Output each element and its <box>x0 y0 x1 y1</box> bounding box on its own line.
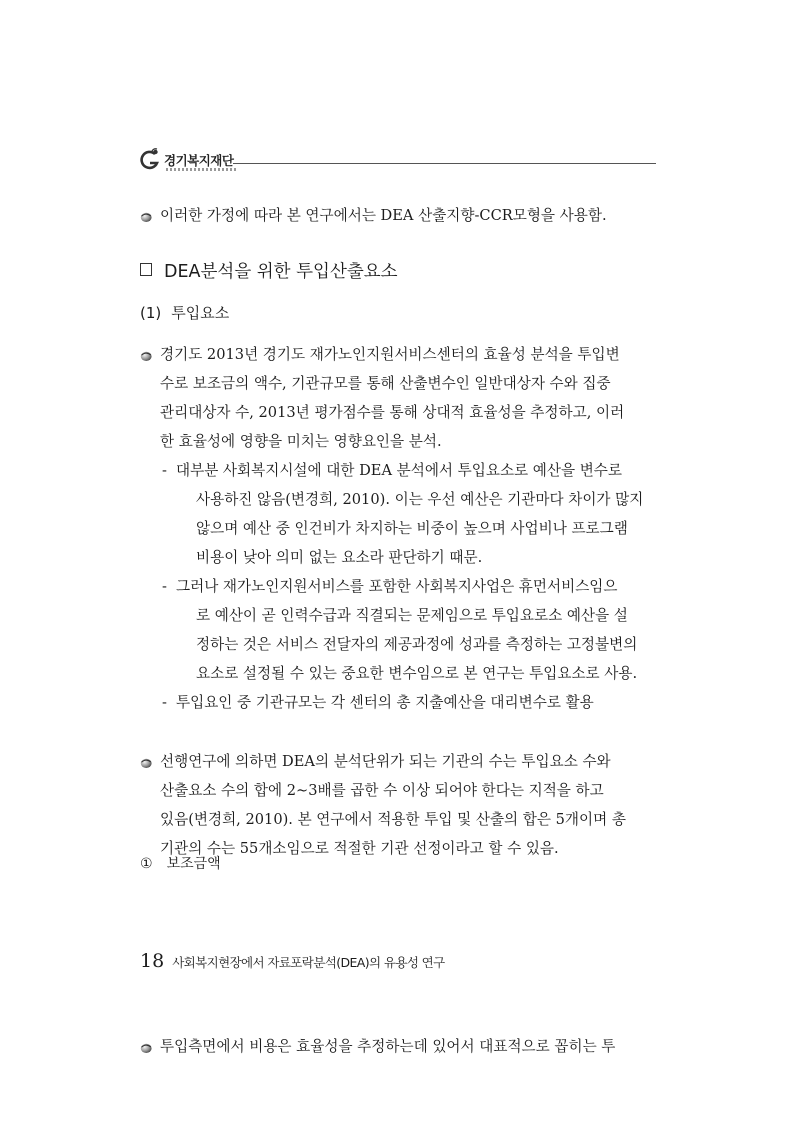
dash-item <box>140 688 656 717</box>
dash-marker: - <box>162 462 167 479</box>
paragraph-line: 산출요소 수의 합에 2∼3배를 곱한 수 이상 되어야 한다는 지적을 하고 <box>160 782 604 799</box>
item-title-text: 보조금액 <box>166 856 221 872</box>
page-number: 18 <box>140 950 165 972</box>
intro-text: 이러한 가정에 따라 본 연구에서는 DEA 산출지향-CCR모형을 사용함. <box>160 207 607 224</box>
paragraph-line: 비용이 낮아 의미 없는 요소라 판단하기 때문. <box>196 549 483 566</box>
dash-item <box>140 456 656 572</box>
paragraph-line: 있음(변경희, 2010). 본 연구에서 적용한 투입 및 산출의 합은 5개이며 총 <box>160 811 626 828</box>
org-name: 경기복지재단 <box>164 153 234 168</box>
footer-title: 사회복지현장에서 자료포락분석(DEA)의 유용성 연구 <box>172 955 445 970</box>
paragraph-line: 로 예산이 곧 인력수급과 직결되는 문제임으로 투입요로소 예산을 설 <box>196 607 628 624</box>
paragraph-line: 경기도 2013년 경기도 재가노인지원서비스센터의 효율성 분석을 투입변 <box>160 346 620 363</box>
subsection-title-text: 투입요소 <box>171 304 230 322</box>
paragraph-line: 요소로 설정될 수 있는 중요한 변수임으로 본 연구는 투입요소로 사용. <box>196 665 638 682</box>
paragraph-line: 관리대상자 수, 2013년 평가점수를 통해 상대적 효율성을 추정하고, 이러 <box>160 404 625 421</box>
section-title <box>140 258 398 283</box>
bullet-icon <box>140 350 152 362</box>
section-title-text: DEA분석을 위한 투입산출요소 <box>164 262 398 282</box>
bullet-icon <box>140 757 152 769</box>
dash-marker: - <box>162 694 167 711</box>
item-title <box>140 853 221 873</box>
bullet-block-2 <box>140 747 676 863</box>
intro-bullet <box>140 201 676 230</box>
paragraph-line: 대부분 사회복지시설에 대한 DEA 분석에서 투입요소로 예산을 변수로 <box>176 462 623 479</box>
dash-item <box>140 572 656 688</box>
paragraph-line: 수로 보조금의 액수, 기관규모를 통해 산출변수인 일반대상자 수와 집중 <box>160 375 611 392</box>
bullet-block-3 <box>140 1032 676 1061</box>
paragraph-line: 한 효율성에 영향을 미치는 영향요인을 분석. <box>160 433 442 450</box>
paragraph-line: 않으며 예산 중 인건비가 차지하는 비중이 높으며 사업비나 프로그램 <box>196 520 628 537</box>
dash-marker: - <box>162 578 167 595</box>
logo-icon <box>140 148 160 172</box>
bullet-icon <box>140 211 152 223</box>
bullet-block-1 <box>140 340 656 717</box>
paragraph-line: 투입측면에서 비용은 효율성을 추정하는데 있어서 대표적으로 꼽히는 투 <box>160 1038 616 1055</box>
subsection-title <box>140 302 229 323</box>
bullet-paragraph <box>140 340 656 456</box>
page-header <box>140 144 656 178</box>
section-marker-box <box>140 263 152 276</box>
org-subtitle-line <box>166 168 236 171</box>
header-rule <box>233 163 656 164</box>
subsection-number: (1) <box>140 304 162 322</box>
paragraph-line: 투입요인 중 기관규모는 각 센터의 총 지출예산을 대리변수로 활용 <box>176 694 594 711</box>
item-marker: ① <box>140 856 153 872</box>
paragraph-line: 기관의 수는 55개소임으로 적절한 기관 선정이라고 할 수 있음. <box>160 840 559 857</box>
paragraph-line: 선행연구에 의하면 DEA의 분석단위가 되는 기관의 수는 투입요소 수와 <box>160 753 611 770</box>
paragraph-line: 그러나 재가노인지원서비스를 포함한 사회복지사업은 휴먼서비스임으 <box>176 578 618 595</box>
page-footer <box>140 950 445 972</box>
bullet-icon <box>140 1042 152 1054</box>
paragraph-line: 사용하진 않음(변경희, 2010). 이는 우선 예산은 기관마다 차이가 많지 <box>196 491 644 508</box>
paragraph-line: 정하는 것은 서비스 전달자의 제공과정에 성과를 측정하는 고정불변의 <box>196 636 638 653</box>
